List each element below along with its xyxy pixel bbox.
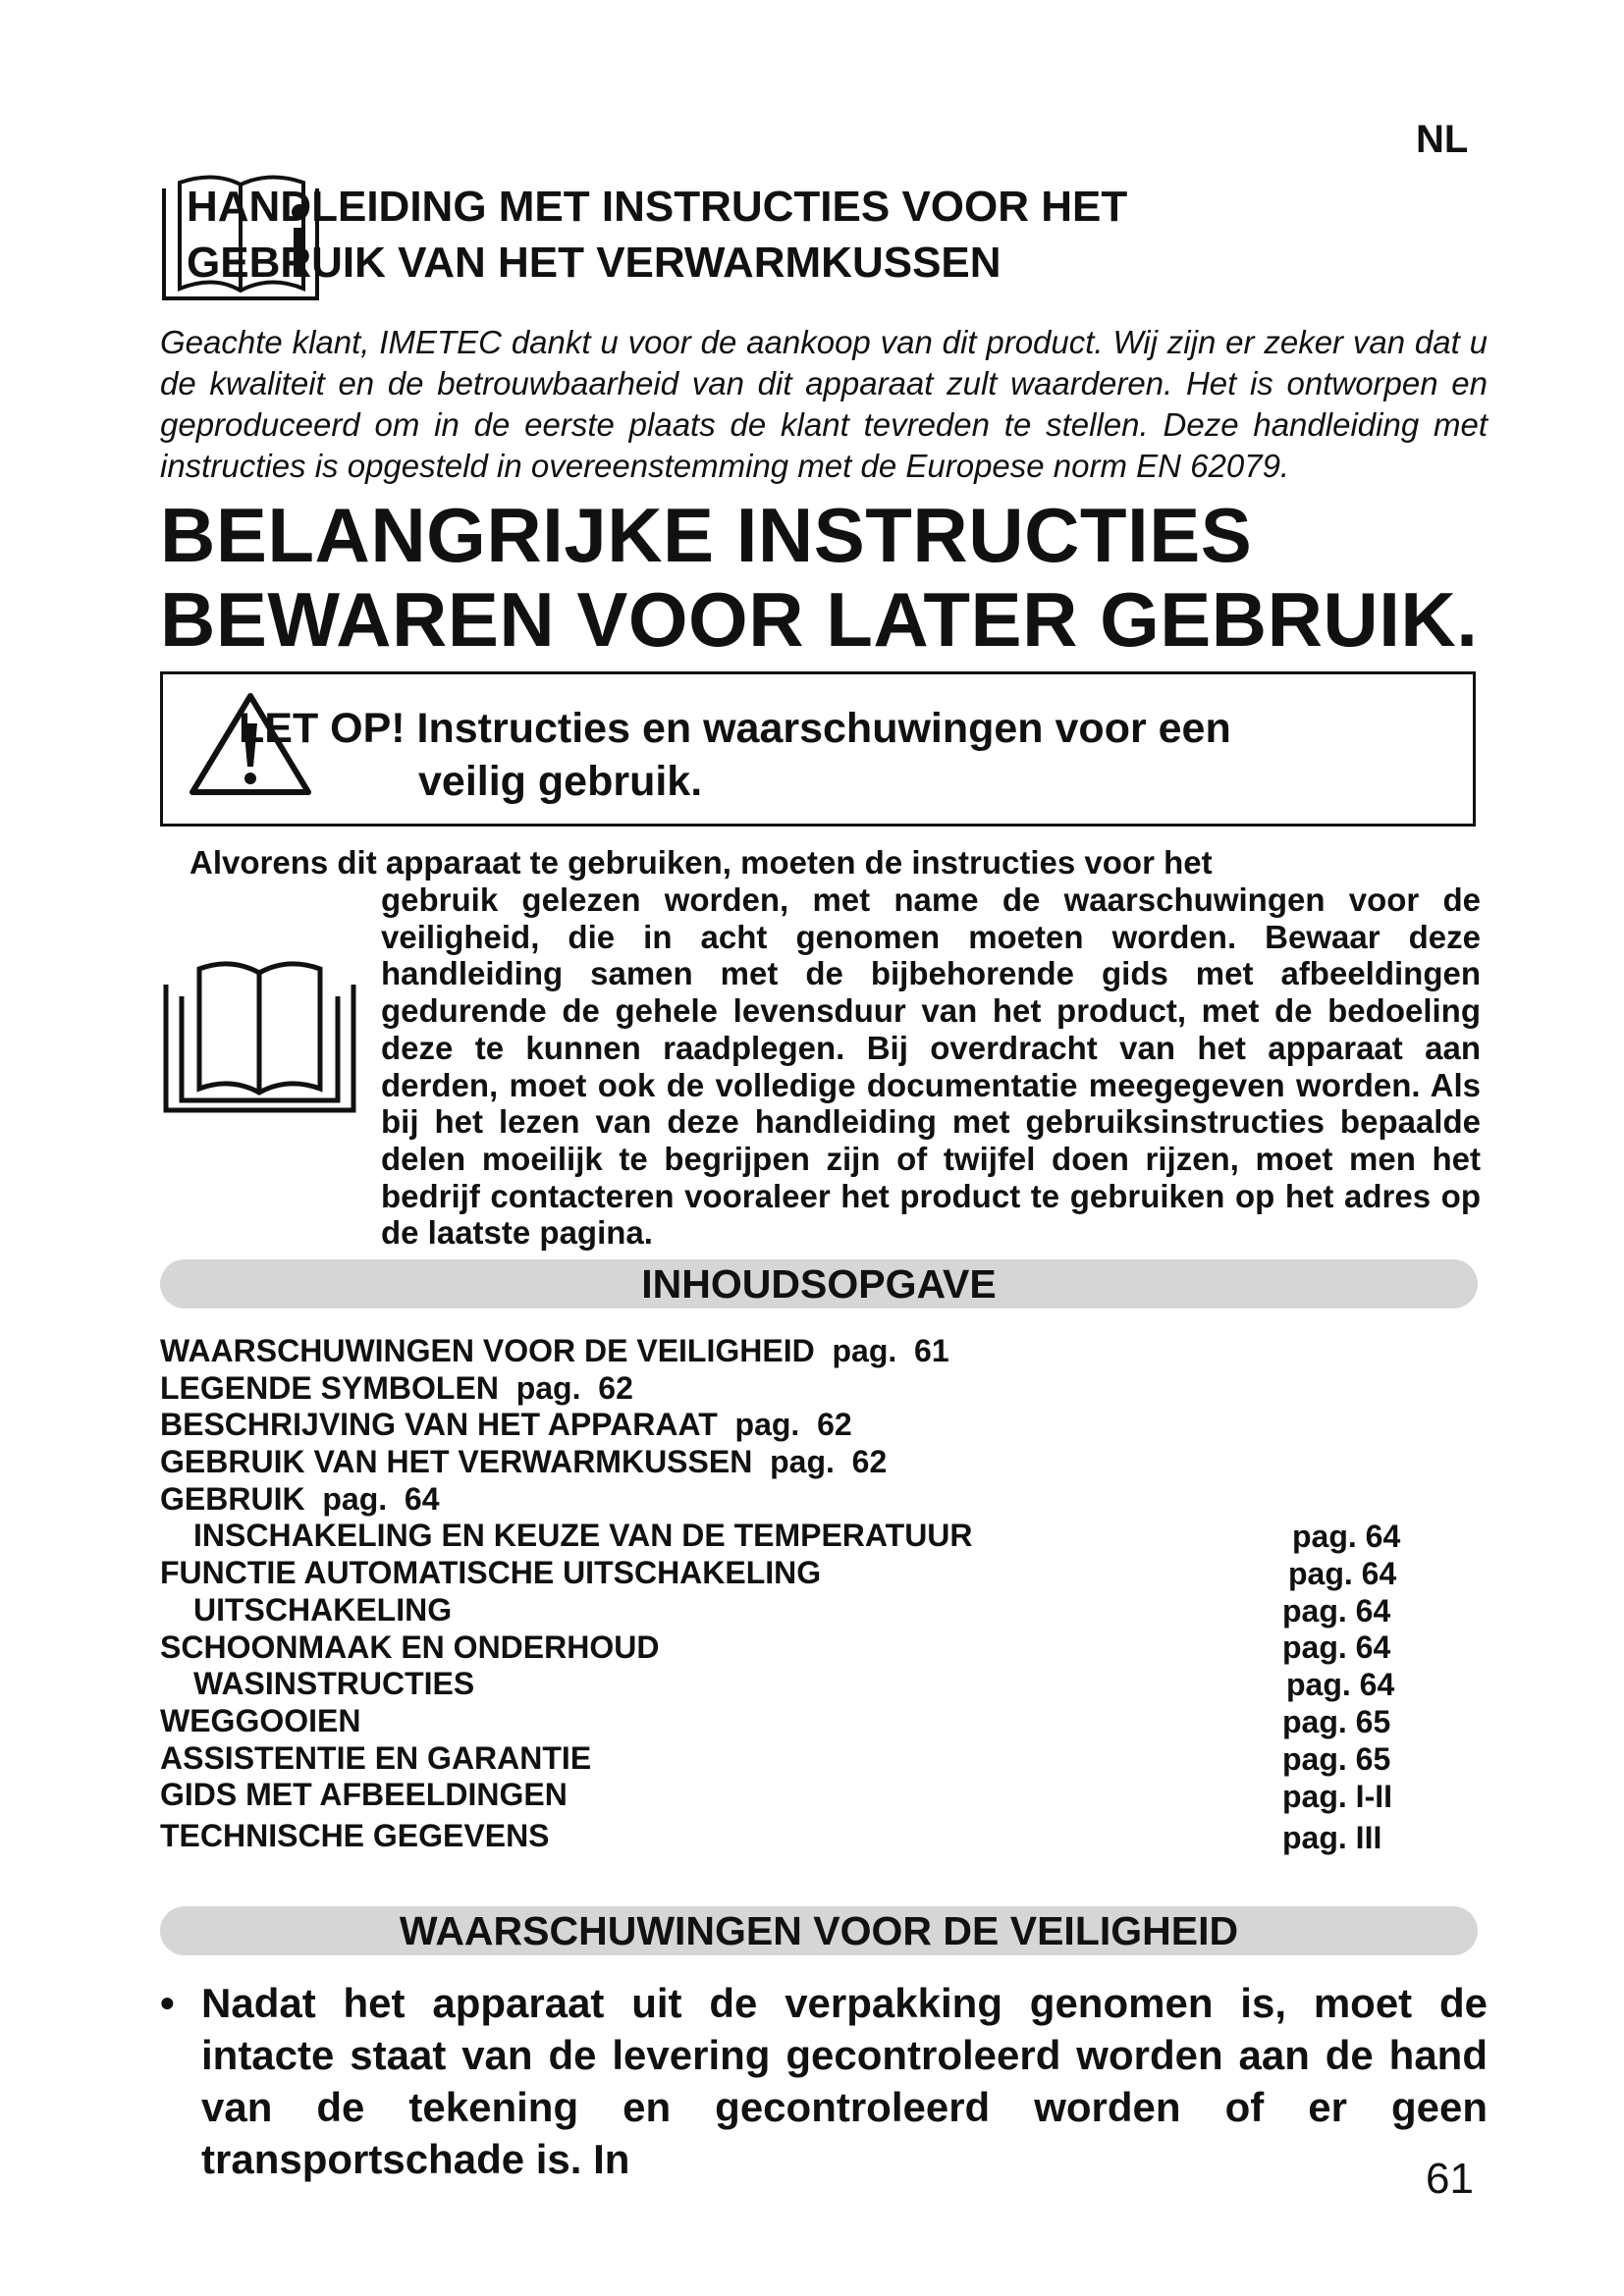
document-title: [187, 179, 1127, 291]
toc-entry: INSCHAKELING EN KEUZE VAN DE TEMPERATUUR: [193, 1518, 973, 1554]
read-manual-first-line: Alvorens dit apparaat te gebruiken, moeten de instructies voor het: [189, 844, 1213, 881]
warning-line-1: LET OP! Instructies en waarschuwingen voor een: [239, 705, 1231, 752]
warning-box: [160, 671, 1476, 827]
toc-page: pag. 64: [1286, 1667, 1395, 1702]
warning-text: [239, 702, 1476, 808]
toc-entry: UITSCHAKELING: [193, 1591, 453, 1628]
toc-entry: SCHOONMAAK EN ONDERHOUD: [160, 1629, 660, 1665]
toc-page: pag. 64: [1288, 1556, 1397, 1591]
open-book-icon: [160, 957, 359, 1116]
toc-entry: ASSISTENTIE EN GARANTIE: [160, 1739, 592, 1776]
important-heading: [160, 493, 1478, 662]
safety-heading-band: [160, 1906, 1478, 1955]
toc-entry: LEGENDE SYMBOLEN pag. 62: [160, 1369, 633, 1406]
toc-entry: GIDS MET AFBEELDINGEN: [160, 1777, 568, 1813]
toc-page: pag. 64: [1282, 1593, 1391, 1629]
title-line-2: GEBRUIK VAN HET VERWARMKUSSEN: [187, 239, 1001, 287]
important-line-2: BEWAREN VOOR LATER GEBRUIK.: [160, 576, 1479, 663]
toc-entry: FUNCTIE AUTOMATISCHE UITSCHAKELING: [160, 1555, 822, 1591]
toc-page: pag. I-II: [1282, 1779, 1392, 1814]
toc-page: pag. 61: [832, 1333, 949, 1368]
toc-list: [160, 1333, 973, 1855]
toc-entry: WASINSTRUCTIES: [193, 1666, 475, 1702]
intro-paragraph: [160, 322, 1488, 487]
toc-entry: TECHNISCHE GEGEVENS: [160, 1817, 550, 1853]
title-line-1: HANDLEIDING MET INSTRUCTIES VOOR HET: [187, 183, 1128, 231]
toc-page: pag. III: [1282, 1820, 1382, 1855]
safety-bullet-item: [160, 1977, 1488, 2185]
toc-page: pag. 65: [1282, 1704, 1391, 1739]
toc-heading-band: [160, 1259, 1478, 1308]
toc-page: pag. 64: [1282, 1629, 1391, 1665]
toc-page: pag. 64: [1292, 1519, 1401, 1554]
toc-entry: GEBRUIK pag. 64: [160, 1480, 440, 1517]
toc-entry: WAARSCHUWINGEN VOOR DE VEILIGHEID pag. 61: [160, 1333, 949, 1368]
safety-heading: WAARSCHUWINGEN VOOR DE VEILIGHEID: [399, 1907, 1239, 1953]
toc-entry: GEBRUIK VAN HET VERWARMKUSSEN pag. 62: [160, 1444, 888, 1480]
toc-heading: INHOUDSOPGAVE: [641, 1260, 997, 1307]
language-code: NL: [1416, 118, 1469, 161]
toc-page: pag. 62: [770, 1444, 888, 1480]
toc-page: pag. 62: [734, 1407, 852, 1443]
toc-page: pag. 64: [322, 1480, 440, 1517]
read-manual-body: gebruik gelezen worden, met name de waarschuwingen voor de veiligheid, die in acht genomen moeten worden. Bewaar deze handleiding samen met de bijbehorende gids met afbeeldingen gedurende de gehele levensduur van het product, met de bedoeling deze te kunnen raadplegen. Bij overdracht van het apparaat aan derden, moet ook de volledige documentatie meegegeven worden. Als bij het lezen van deze handleiding met gebruiksinstructies bepaalde delen moeilijk te begrijpen zijn of twijfel doen rijzen, moet men het bedrijf contacteren vooraleer het product te gebruiken op het adres op de laatste pagina.: [381, 881, 1481, 1252]
warning-line-2: veilig gebruik.: [418, 758, 703, 805]
toc-entry: BESCHRIJVING VAN HET APPARAAT pag. 62: [160, 1407, 852, 1443]
intro-text: Geachte klant, IMETEC dankt u voor de aankoop van dit product. Wij zijn er zeker van dat u de kwaliteit en de betrouwbaarheid van dit apparaat zult waarderen. Het is ontworpen en geproduceerd om in de eerste plaats de klant tevreden te stellen. Deze handleiding met instructies is opgesteld in overeenstemming met de Europese norm EN 62079.: [160, 324, 1488, 484]
toc-page: pag. 62: [515, 1369, 633, 1406]
important-line-1: BELANGRIJKE INSTRUCTIES: [160, 492, 1253, 578]
safety-bullet-text: Nadat het apparaat uit de verpakking genomen is, moet de intacte staat van de levering gecontroleerd worden aan de hand van de tekening en gecontroleerd worden of er geen transportschade is. In: [201, 1980, 1488, 2182]
toc-entry: WEGGOOIEN: [160, 1702, 361, 1738]
bullet-dot: •: [160, 1980, 175, 2026]
toc-page: pag. 65: [1282, 1741, 1391, 1777]
page-number: 61: [1426, 2155, 1474, 2203]
